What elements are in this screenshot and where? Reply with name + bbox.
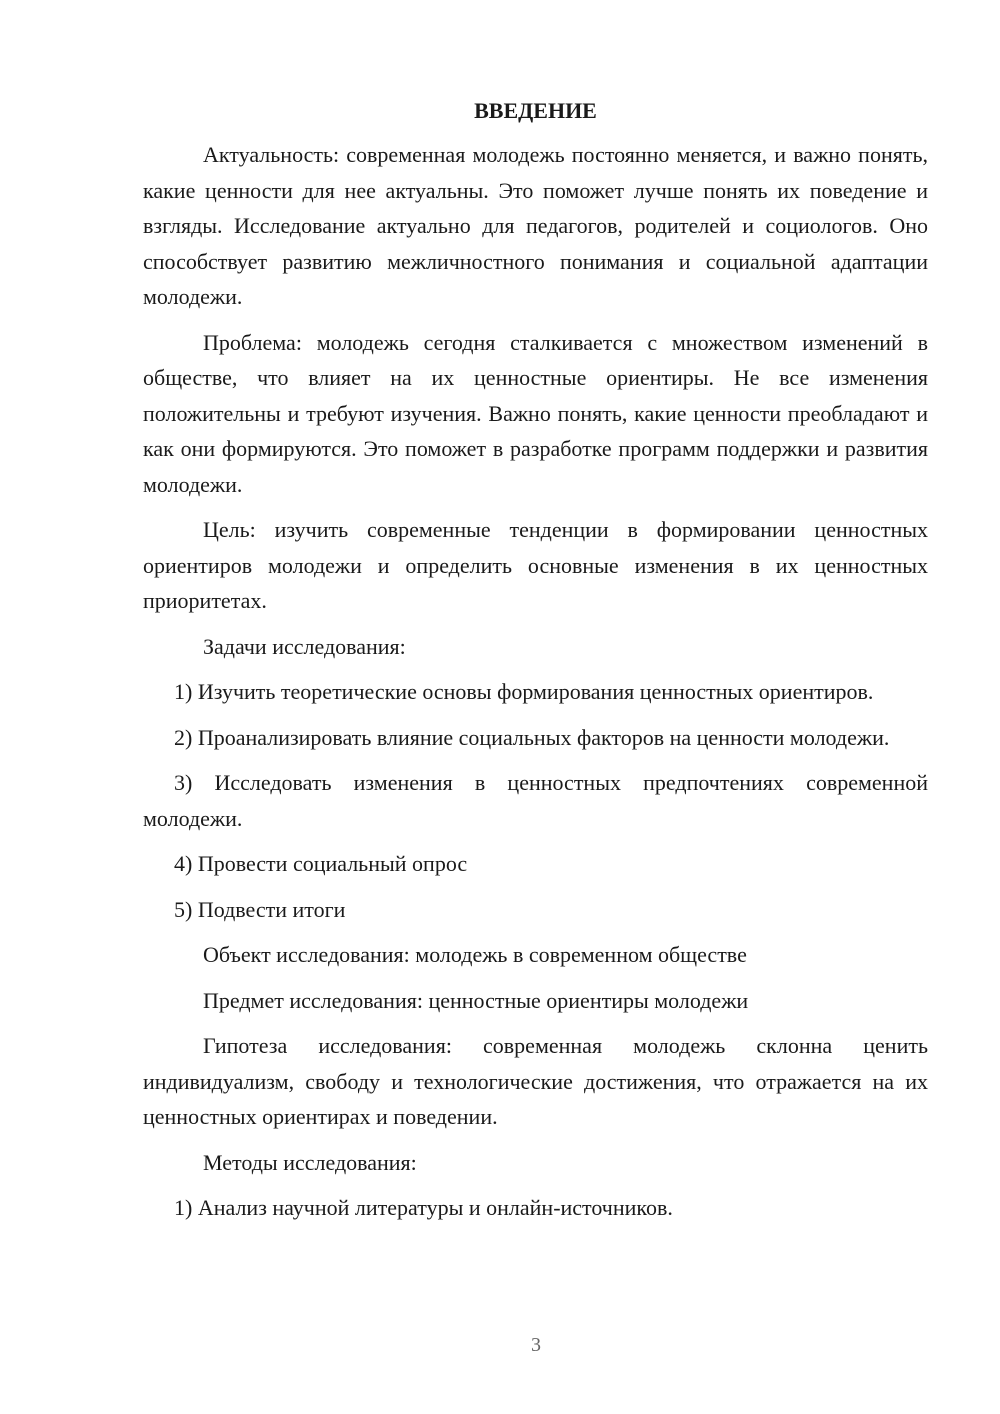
object-paragraph: Объект исследования: молодежь в современном обществе <box>203 942 747 967</box>
subject-paragraph: Предмет исследования: ценностные ориентиры молодежи <box>203 987 749 1013</box>
methods-heading: Методы исследования: <box>203 1149 417 1175</box>
goal-paragraph: Цель: изучить современные тенденции в формировании ценностных ориентиров молодежи и определить основные изменения в их ценностных приоритетах. <box>143 517 928 613</box>
page-title: ВВЕДЕНИЕ <box>474 98 597 123</box>
hypothesis-paragraph: Гипотеза исследования: современная молодежь склонна ценить индивидуализм, свободу и технологические достижения, что отражается на их ценностных ориентирах и поведении. <box>143 1033 928 1129</box>
relevance-paragraph: Актуальность: современная молодежь постоянно меняется, и важно понять, какие ценности для нее актуальны. Это поможет лучше понять их поведение и взгляды. Исследование актуально для педагогов, родителей и социологов. Оно способствует развитию межличностного понимания и социальной адаптации молодежи. <box>143 142 928 309</box>
problem-paragraph: Проблема: молодежь сегодня сталкивается с множеством изменений в обществе, что влияет на их ценностные ориентиры. Не все изменения положительны и требуют изучения. Важно понять, какие ценности преобладают и как они формируются. Это поможет в разработке программ поддержки и развития молодежи. <box>143 329 928 497</box>
task-item-2: 2) Проанализировать влияние социальных факторов на ценности молодежи. <box>174 724 890 750</box>
task-item-3: 3) Исследовать изменения в ценностных предпочтениях современной молодежи. <box>143 770 928 831</box>
tasks-heading: Задачи исследования: <box>203 633 406 659</box>
task-item-5: 5) Подвести итоги <box>174 896 346 922</box>
page-content <box>143 96 928 1236</box>
task-item-1: 1) Изучить теоретические основы формирования ценностных ориентиров. <box>174 679 874 704</box>
page-number: 3 <box>531 1334 541 1356</box>
method-item-1: 1) Анализ научной литературы и онлайн-источников. <box>174 1195 673 1220</box>
task-item-4: 4) Провести социальный опрос <box>174 851 468 876</box>
